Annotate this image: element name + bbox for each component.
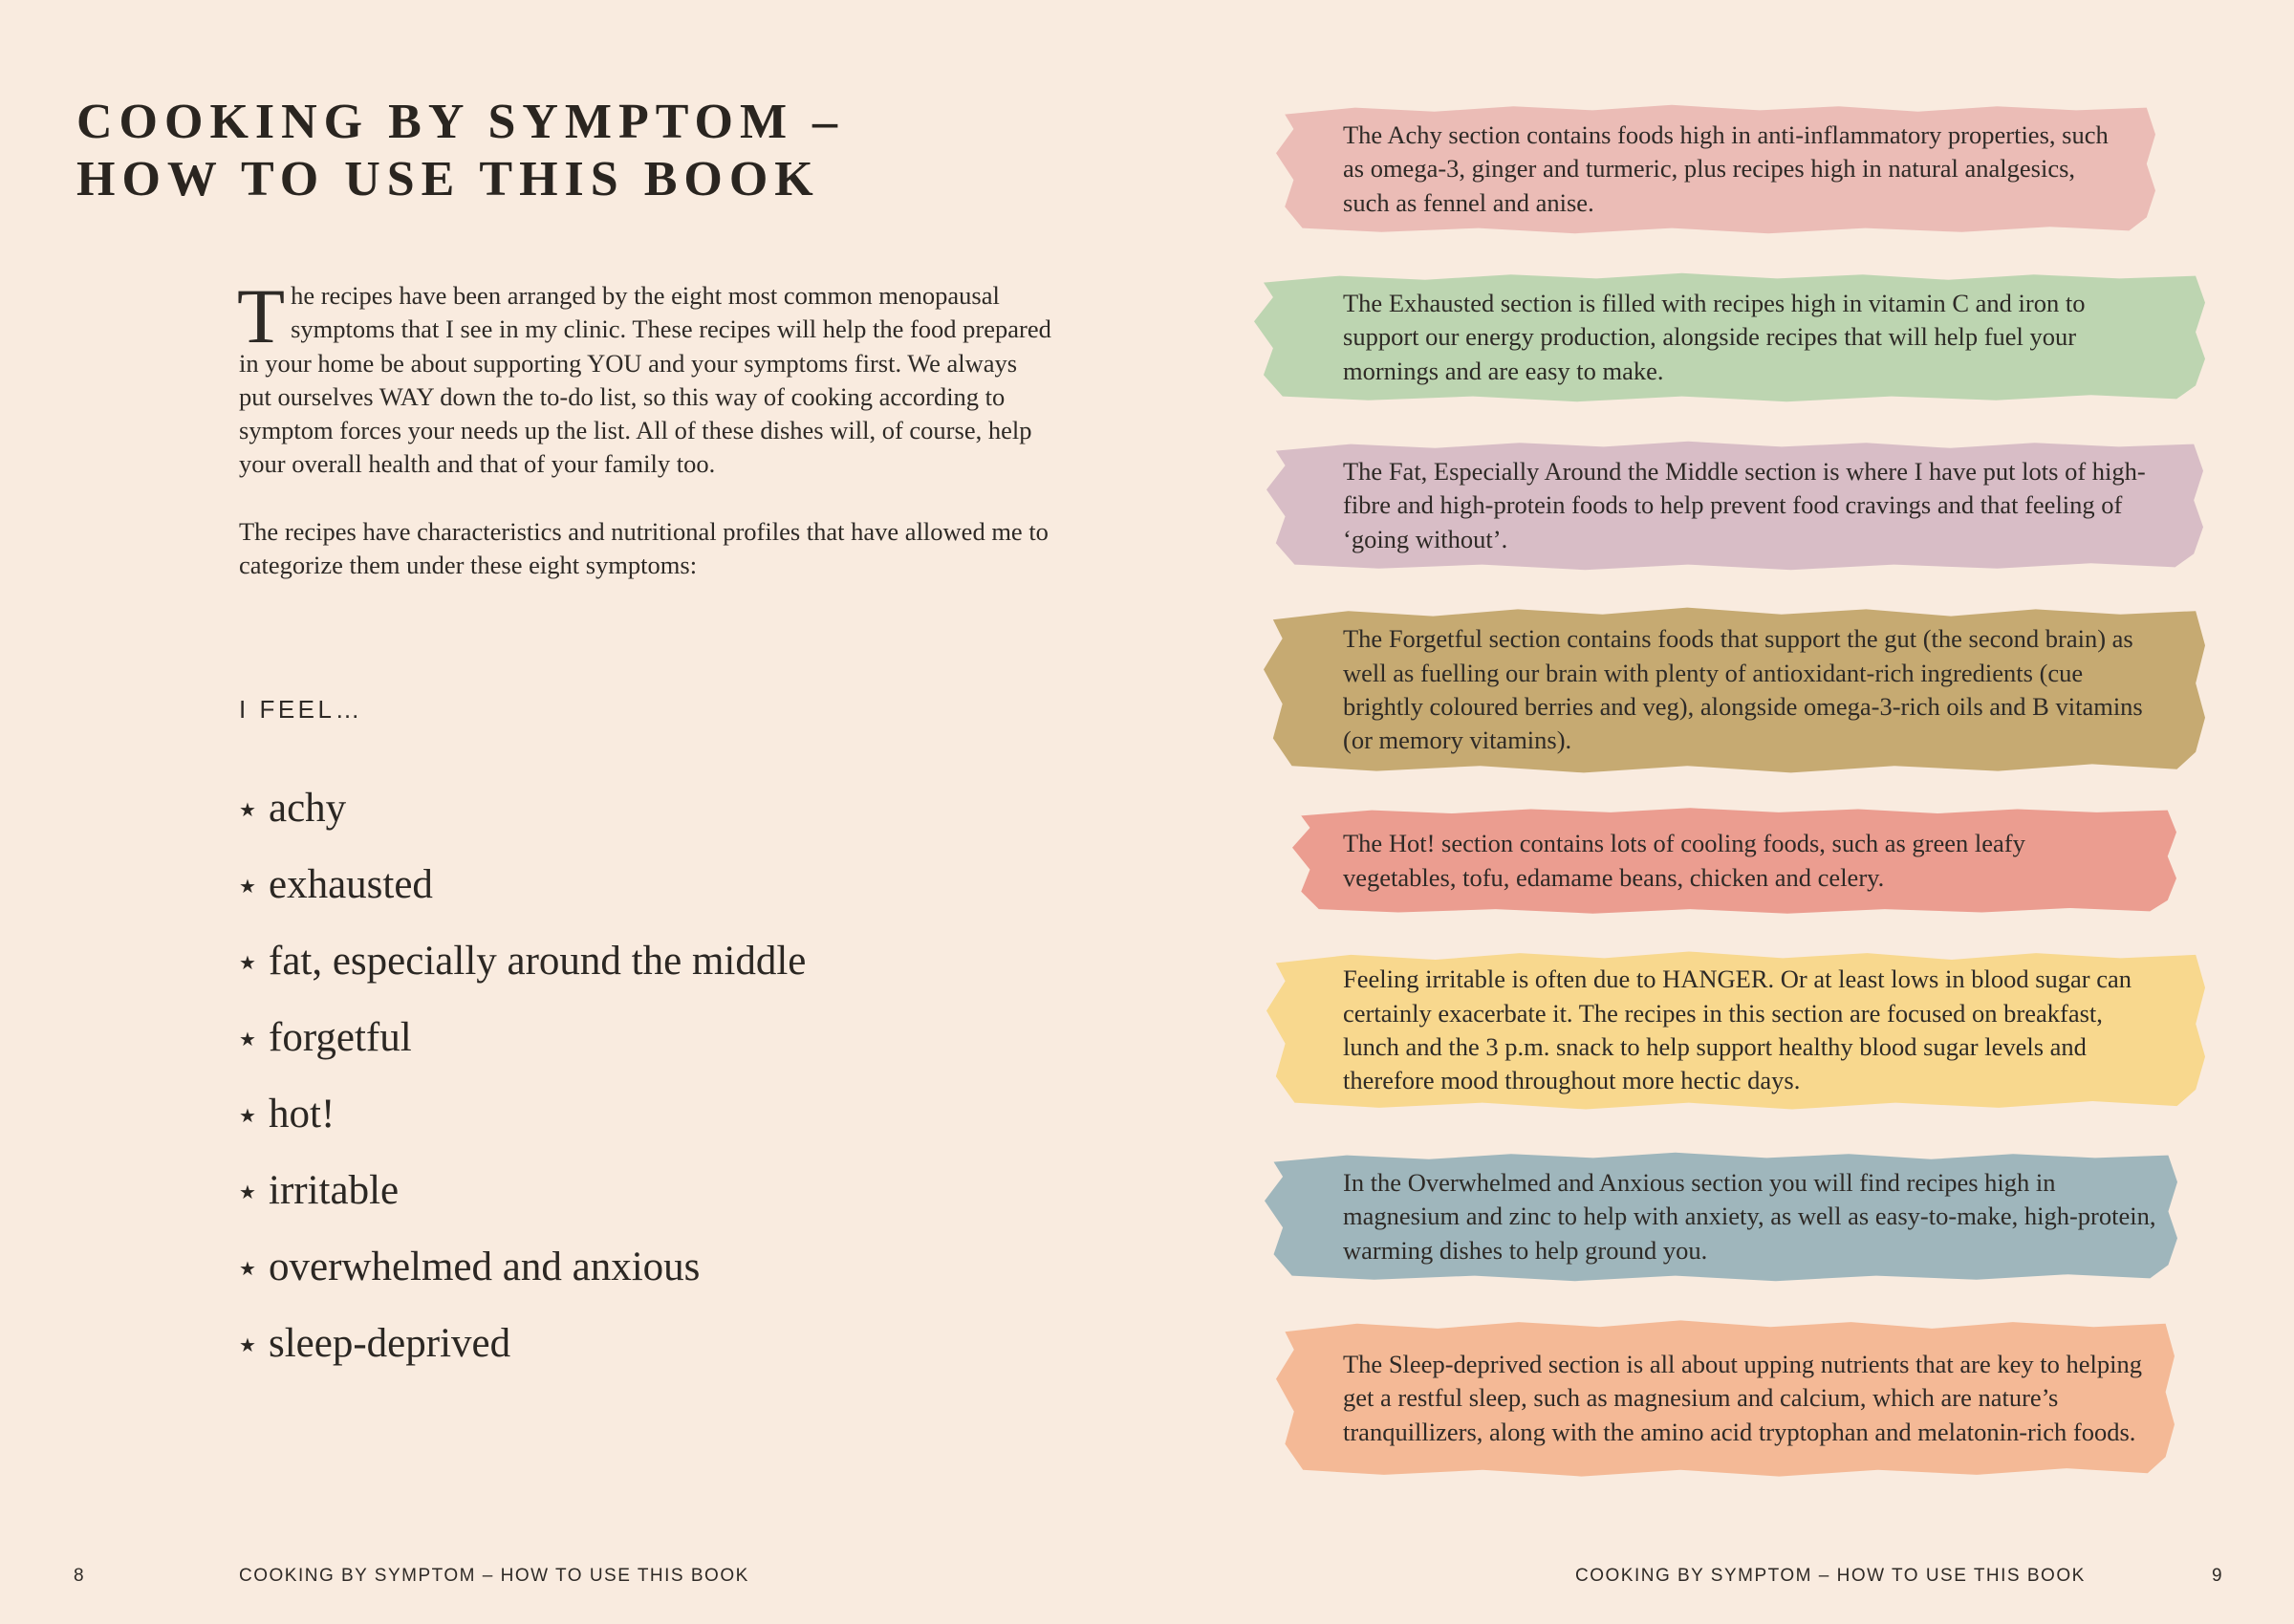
symptom-label: forgetful [269, 1014, 412, 1060]
symptom-item [239, 1228, 806, 1305]
section-band-achy [1276, 102, 2155, 236]
section-band-text: The Achy section contains foods high in anti-inflammatory properties, such as omega-3, ginger and turmeric, plus recipes high in natural analgesics, such as fennel and anise. [1343, 120, 2109, 217]
star-bullet-icon: ★ [239, 1257, 256, 1280]
section-band-sleep-deprived [1276, 1317, 2175, 1480]
section-band-fat [1266, 439, 2203, 573]
symptom-item [239, 1075, 806, 1152]
intro-paragraph-1-text: he recipes have been arranged by the eight most common menopausal symptoms that I see in my clinic. These recipes will help the food prepared in your home be about supporting YOU and your symptoms first. We always put ourselves WAY down the to-do list, so this way of cooking according to symptom forces your needs up the list. All of these dishes will, of course, help your overall health and that of your family too. [239, 281, 1051, 479]
symptom-item [239, 922, 806, 999]
section-band-text: Feeling irritable is often due to HANGER. Or at least lows in blood sugar can certainly exacerbate it. The recipes in this section are focused on breakfast, lunch and the 3 p.m. snack to help support healthy blood sugar levels and therefore mood throughout more hectic days. [1343, 964, 2132, 1095]
star-bullet-icon: ★ [239, 1333, 256, 1356]
section-band-forgetful [1264, 604, 2205, 776]
left-running-head: COOKING BY SYMPTOM – HOW TO USE THIS BOOK [239, 1566, 749, 1586]
right-page-number: 9 [2212, 1566, 2224, 1586]
symptom-label: sleep-deprived [269, 1320, 511, 1366]
symptom-item [239, 769, 806, 846]
section-band-overwhelmed [1265, 1150, 2177, 1284]
symptom-item [239, 999, 806, 1075]
section-band-irritable [1266, 948, 2205, 1113]
section-band-text: The Fat, Especially Around the Middle section is where I have put lots of high-fibre and high-protein foods to help prevent food cravings and that feeling of ‘going without’. [1343, 457, 2146, 553]
symptom-label: exhausted [269, 861, 433, 907]
page-title-line-2: HOW TO USE THIS BOOK [76, 152, 820, 206]
section-band-text: The Forgetful section contains foods that support the gut (the second brain) as well as fuelling our brain with plenty of antioxidant-rich ingredients (cue brightly coloured berries and veg), alongside omega-3-rich oils and B vitamins (or memory vitamins). [1343, 624, 2143, 755]
page-title [76, 94, 844, 208]
symptom-item [239, 1305, 806, 1381]
symptom-label: hot! [269, 1091, 335, 1137]
section-band-exhausted [1254, 271, 2205, 404]
right-running-head: COOKING BY SYMPTOM – HOW TO USE THIS BOOK [1575, 1566, 2086, 1586]
section-band-text: The Sleep-deprived section is all about upping nutrients that are key to helping get a restful sleep, such as magnesium and calcium, which are nature’s tranquillizers, along with the amino acid tryptophan and melatonin-rich foods. [1343, 1350, 2143, 1446]
star-bullet-icon: ★ [239, 1180, 256, 1203]
intro-text [237, 272, 1051, 616]
drop-cap: T [237, 272, 286, 359]
left-page-number: 8 [74, 1566, 86, 1586]
section-band-text: The Hot! section contains lots of cooling foods, such as green leafy vegetables, tofu, edamame beans, chicken and celery. [1343, 829, 2025, 892]
symptom-item [239, 1152, 806, 1228]
intro-paragraph-2: The recipes have characteristics and nutritional profiles that have allowed me to categorize them under these eight symptoms: [239, 516, 1049, 580]
symptom-item [239, 846, 806, 922]
section-band-text: In the Overwhelmed and Anxious section you will find recipes high in magnesium and zinc to help with anxiety, as well as easy-to-make, high-protein, warming dishes to help ground you. [1343, 1168, 2156, 1265]
symptom-label: irritable [269, 1167, 400, 1213]
symptom-label: achy [269, 785, 347, 831]
symptom-label: overwhelmed and anxious [269, 1244, 701, 1289]
symptom-list [239, 769, 806, 1381]
section-band-hot [1292, 806, 2176, 916]
section-band-text: The Exhausted section is filled with recipes high in vitamin C and iron to support our energy production, alongside recipes that will help fuel your mornings and are easy to make. [1343, 289, 2086, 385]
star-bullet-icon: ★ [239, 951, 256, 974]
star-bullet-icon: ★ [239, 875, 256, 898]
intro-paragraph-1 [237, 272, 1051, 482]
star-bullet-icon: ★ [239, 798, 256, 821]
page-title-line-1: COOKING BY SYMPTOM – [76, 95, 845, 149]
star-bullet-icon: ★ [239, 1104, 256, 1127]
star-bullet-icon: ★ [239, 1028, 256, 1050]
i-feel-heading: I FEEL… [239, 695, 363, 724]
symptom-label: fat, especially around the middle [269, 938, 807, 984]
